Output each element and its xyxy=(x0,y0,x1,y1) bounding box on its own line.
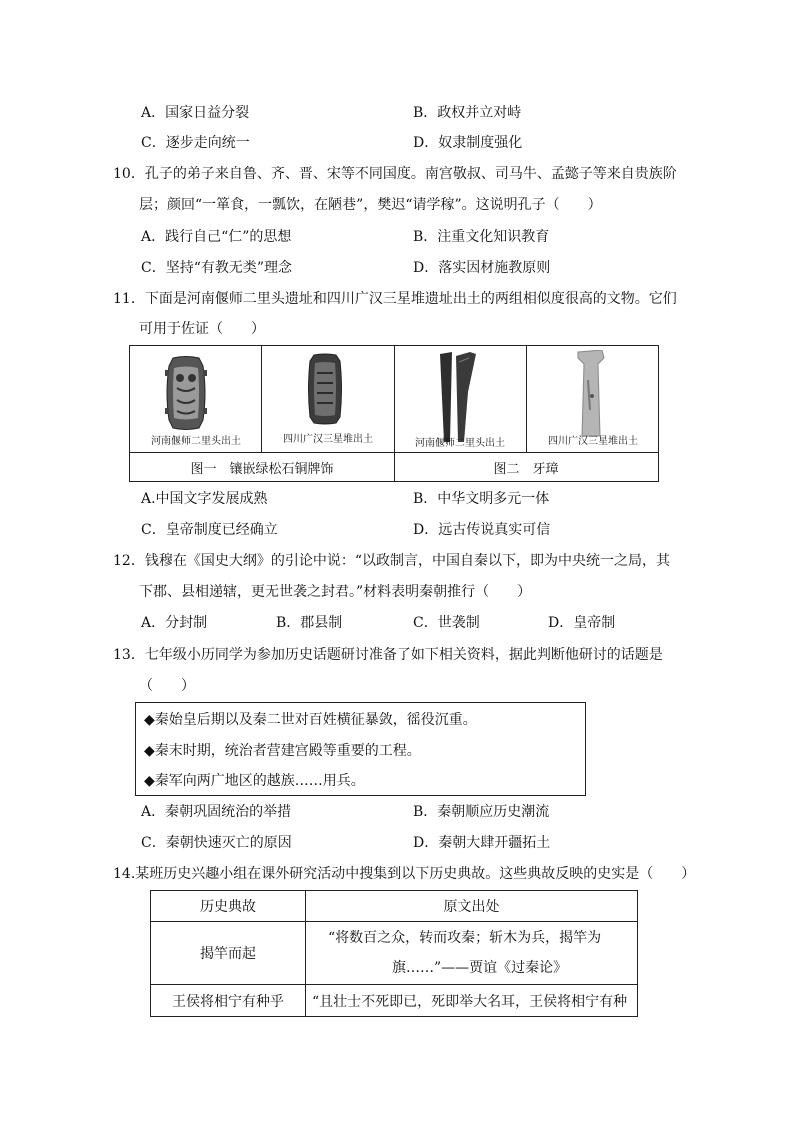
q11-option-b[interactable]: B．中华文明多元一体 xyxy=(413,491,550,507)
q13-option-d[interactable]: D．秦朝大肆开疆拓土 xyxy=(413,835,551,851)
q11-stem-line1: 11．下面是河南偃师二里头遗址和四川广汉三星堆遗址出土的两组相似度很高的文物。它们 xyxy=(113,291,677,307)
q12-option-c[interactable]: C．世袭制 xyxy=(413,615,480,631)
q13-material-1: ◆秦始皇后期以及秦二世对百姓横征暴敛，徭役沉重。 xyxy=(144,712,477,728)
q9-option-b[interactable]: B．政权并立对峙 xyxy=(413,105,522,121)
erlitou-yazhang-image xyxy=(436,352,486,444)
q11-stem-line2: 可用于佐证（ ） xyxy=(139,321,265,337)
q9-option-a[interactable]: A．国家日益分裂 xyxy=(141,105,250,121)
q13-material-3: ◆秦军向两广地区的越族……用兵。 xyxy=(144,773,365,789)
q9-option-c[interactable]: C．逐步走向统一 xyxy=(141,135,250,151)
q10-stem-line2: 层；颜回“一箪食，一瓢饮，在陋巷”，樊迟“请学稼”。这说明孔子（ ） xyxy=(139,197,602,213)
q14-stem: 14.某班历史兴趣小组在课外研究活动中搜集到以下历史典故。这些典故反映的史实是（ ） xyxy=(113,866,696,882)
table-cell-story: 王侯将相宁有种乎 xyxy=(151,985,306,1017)
q13-stem-line2: （ ） xyxy=(139,678,195,694)
q9-option-d[interactable]: D．奴隶制度强化 xyxy=(413,135,523,151)
q13-option-c[interactable]: C．秦朝快速灭亡的原因 xyxy=(141,835,292,851)
sanxingdui-plaque-image xyxy=(305,353,345,425)
table-row xyxy=(151,922,638,985)
q11-artifact-figure xyxy=(129,345,659,482)
q13-stem-line1: 13．七年级小历同学为参加历史话题研讨准备了如下相关资料，据此判断他研讨的话题是 xyxy=(113,647,663,663)
q11-option-c[interactable]: C．皇帝制度已经确立 xyxy=(141,522,278,538)
source-line: “且壮士不死即已，死即举大名耳，王侯将相宁有种 xyxy=(312,993,628,1010)
q13-materials-box xyxy=(135,702,586,796)
figure2-label: 图二 牙璋 xyxy=(493,462,559,477)
figure1-label: 图一 镶嵌绿松石铜牌饰 xyxy=(190,462,334,477)
table-cell-source xyxy=(306,922,638,985)
caption-sanxingdui-1: 四川广汉三星堆出土 xyxy=(283,434,373,445)
caption-erlitou-2: 河南偃师二里头出土 xyxy=(415,438,505,449)
source-line: 旗……”——贾谊《过秦论》 xyxy=(392,960,568,976)
q10-stem-line1: 10．孔子的弟子来自鲁、齐、晋、宋等不同国度。南宫敬叔、司马牛、孟懿子等来自贵族阶 xyxy=(113,166,677,182)
q11-option-d[interactable]: D．远古传说真实可信 xyxy=(413,522,551,538)
q12-option-a[interactable]: A．分封制 xyxy=(141,615,208,631)
source-line: “将数百之众，转而攻秦；斩木为兵，揭竿为 xyxy=(328,930,602,946)
table-header-story: 历史典故 xyxy=(151,891,306,922)
q12-stem-line1: 12．钱穆在《国史大纲》的引论中说：“以政制言，中国自秦以下，即为中央统一之局，其 xyxy=(113,553,670,569)
q13-option-b[interactable]: B．秦朝顺应历史潮流 xyxy=(413,804,550,820)
q10-option-d[interactable]: D．落实因材施教原则 xyxy=(413,260,551,276)
sanxingdui-yazhang-image xyxy=(572,350,608,438)
q10-option-a[interactable]: A．践行自己“仁”的思想 xyxy=(141,229,292,245)
table-cell-source xyxy=(306,985,638,1017)
q10-option-c[interactable]: C．坚持“有教无类”理念 xyxy=(141,260,293,276)
q13-material-2: ◆秦末时期，统治者营建宫殿等重要的工程。 xyxy=(144,743,421,759)
caption-erlitou-1: 河南偃师二里头出土 xyxy=(151,436,241,447)
q13-option-a[interactable]: A．秦朝巩固统治的举措 xyxy=(141,804,292,820)
q12-option-d[interactable]: D．皇帝制 xyxy=(548,615,616,631)
erlitou-plaque-image xyxy=(163,356,209,430)
caption-sanxingdui-2: 四川广汉三星堆出土 xyxy=(548,436,638,447)
q12-stem-line2: 下郡、县相递辖，更无世袭之封君。”材料表明秦朝推行（ ） xyxy=(139,584,532,600)
q12-option-b[interactable]: B．郡县制 xyxy=(276,615,343,631)
q10-option-b[interactable]: B．注重文化知识教育 xyxy=(413,229,550,245)
table-cell-story: 揭竿而起 xyxy=(151,922,306,985)
table-row xyxy=(151,985,638,1017)
q14-story-table xyxy=(150,890,638,1017)
table-header-source: 原文出处 xyxy=(306,891,638,922)
q11-option-a[interactable]: A.中国文字发展成熟 xyxy=(141,491,268,507)
